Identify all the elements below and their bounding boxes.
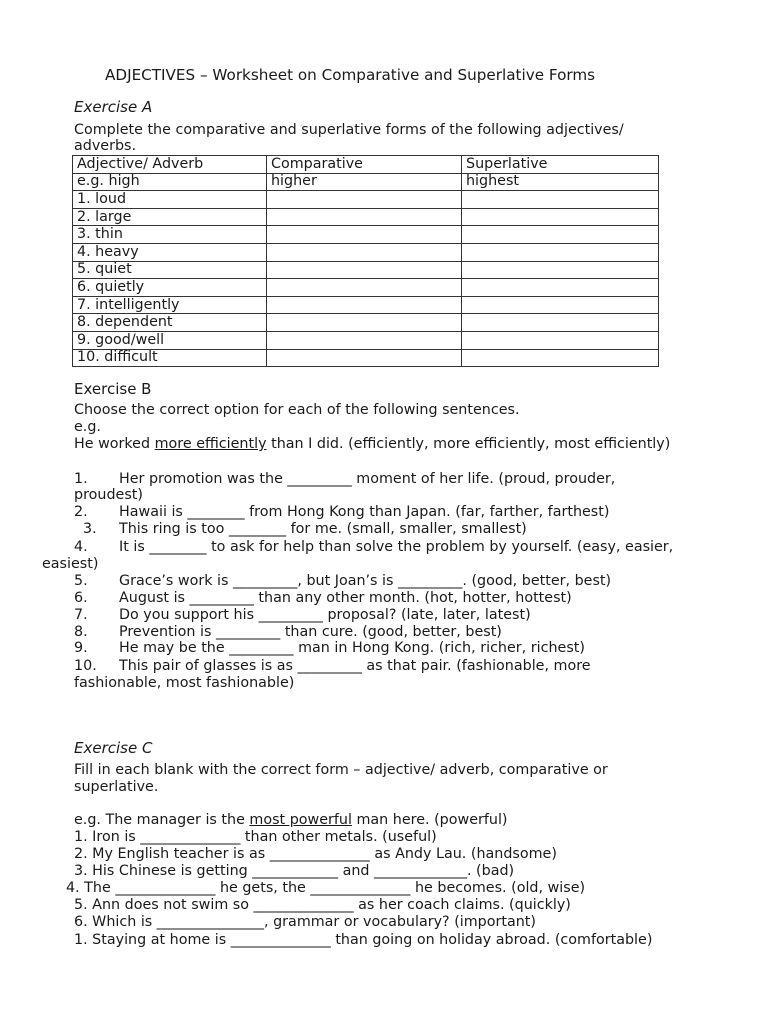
question-text: This ring is too ________ for me. (small, smaller, smallest): [119, 521, 527, 537]
question-number: 7.: [74, 607, 88, 623]
table-row: [73, 226, 659, 244]
exercise-a-heading: Exercise A: [74, 98, 153, 116]
answer-cell[interactable]: [267, 261, 462, 279]
answer-cell[interactable]: [267, 226, 462, 244]
question-number: 9.: [74, 640, 88, 656]
table-cell: 7. intelligently: [73, 296, 267, 314]
table-row: [73, 243, 659, 261]
exercise-b-heading: Exercise B: [74, 380, 152, 398]
question-item: 2. My English teacher is as ______________ as Andy Lau. (handsome): [74, 846, 557, 862]
table-cell: 10. difficult: [73, 349, 267, 367]
question-number: 6.: [74, 590, 88, 606]
table-cell: 4. heavy: [73, 243, 267, 261]
question-item: [74, 658, 591, 675]
question-item: [74, 471, 615, 488]
answer-cell[interactable]: [267, 208, 462, 226]
table-row: [73, 314, 659, 332]
table-row: [73, 208, 659, 226]
answer-cell[interactable]: [267, 296, 462, 314]
answer-cell[interactable]: [462, 191, 659, 209]
table-row: [73, 173, 659, 191]
answer-cell[interactable]: [462, 279, 659, 297]
example-text: man here. (powerful): [351, 812, 508, 828]
answer-cell[interactable]: [462, 331, 659, 349]
table-cell: 1. loud: [73, 191, 267, 209]
example-text: He worked: [74, 436, 155, 452]
table-header-row: [73, 156, 659, 174]
table-row: [73, 261, 659, 279]
question-item: [74, 607, 531, 624]
table-row: [73, 191, 659, 209]
table-cell: 2. large: [73, 208, 267, 226]
answer-cell[interactable]: [462, 314, 659, 332]
question-item: 5. Ann does not swim so ______________ as her coach claims. (quickly): [74, 897, 571, 913]
answer-cell[interactable]: [462, 226, 659, 244]
question-number: 2.: [74, 504, 88, 520]
table-row: [73, 349, 659, 367]
question-text: Hawaii is ________ from Hong Kong than Japan. (far, farther, farthest): [119, 504, 610, 520]
question-number: 8.: [74, 624, 88, 640]
table-cell: 9. good/well: [73, 331, 267, 349]
question-item: 1. Staying at home is ______________ than going on holiday abroad. (comfortable): [74, 932, 653, 948]
question-text: Grace’s work is _________, but Joan’s is _________. (good, better, best): [119, 573, 612, 589]
answer-cell[interactable]: [462, 349, 659, 367]
table-cell: e.g. high: [73, 173, 267, 191]
answer-cell[interactable]: [462, 261, 659, 279]
answer-cell[interactable]: [267, 243, 462, 261]
table-cell: 8. dependent: [73, 314, 267, 332]
column-header: Superlative: [462, 156, 659, 174]
exercise-a-instruction: Complete the comparative and superlative forms of the following adjectives/: [74, 122, 624, 138]
question-item: [74, 640, 585, 657]
question-number: 3.: [83, 521, 97, 537]
question-text: Her promotion was the _________ moment of her life. (proud, prouder,: [119, 471, 616, 487]
question-continuation: easiest): [42, 556, 99, 572]
page-title: ADJECTIVES – Worksheet on Comparative and Superlative Forms: [105, 66, 596, 84]
question-number: 4.: [74, 539, 88, 555]
question-item: [74, 539, 673, 556]
table-cell: higher: [267, 173, 462, 191]
answer-cell[interactable]: [267, 279, 462, 297]
table-row: [73, 331, 659, 349]
question-item: [74, 624, 502, 641]
answer-cell[interactable]: [267, 331, 462, 349]
answer-cell[interactable]: [462, 208, 659, 226]
exercise-c-heading: Exercise C: [74, 739, 153, 757]
answer-cell[interactable]: [462, 243, 659, 261]
answer-cell[interactable]: [462, 296, 659, 314]
exercise-c-instruction-cont: superlative.: [74, 779, 159, 795]
table-cell: 5. quiet: [73, 261, 267, 279]
question-number: 1.: [74, 471, 88, 487]
table-row: [73, 279, 659, 297]
question-item: [74, 573, 611, 590]
question-text: Do you support his _________ proposal? (late, later, latest): [119, 607, 531, 623]
exercise-b-example: [74, 436, 670, 453]
question-continuation: fashionable, most fashionable): [74, 675, 295, 691]
exercise-a-instruction-cont: adverbs.: [74, 138, 137, 154]
answer-cell[interactable]: [267, 314, 462, 332]
forms-table: [72, 155, 659, 367]
question-text: This pair of glasses is as _________ as that pair. (fashionable, more: [119, 658, 591, 674]
question-number: 10.: [74, 658, 97, 674]
question-text: Prevention is _________ than cure. (good, better, best): [119, 624, 502, 640]
example-text: e.g. The manager is the: [74, 812, 250, 828]
question-item: [83, 521, 527, 538]
table-cell: highest: [462, 173, 659, 191]
question-item: 6. Which is _______________, grammar or vocabulary? (important): [74, 914, 536, 930]
question-text: He may be the _________ man in Hong Kong. (rich, richer, richest): [119, 640, 585, 656]
question-item: [74, 504, 609, 521]
column-header: Adjective/ Adverb: [73, 156, 267, 174]
table-cell: 6. quietly: [73, 279, 267, 297]
question-text: It is ________ to ask for help than solve the problem by yourself. (easy, easier,: [119, 539, 674, 555]
example-answer: more efficiently: [154, 436, 267, 452]
question-continuation: proudest): [74, 487, 143, 503]
example-answer: most powerful: [249, 812, 352, 828]
exercise-b-instruction: Choose the correct option for each of the following sentences.: [74, 402, 520, 418]
answer-cell[interactable]: [267, 349, 462, 367]
question-number: 5.: [74, 573, 88, 589]
example-label: e.g.: [74, 419, 101, 435]
question-item: 3. His Chinese is getting ____________ and _____________. (bad): [74, 863, 515, 879]
exercise-c-instruction: Fill in each blank with the correct form – adjective/ adverb, comparative or: [74, 762, 608, 778]
answer-cell[interactable]: [267, 191, 462, 209]
table-cell: 3. thin: [73, 226, 267, 244]
question-item: [74, 590, 572, 607]
example-text: than I did. (efficiently, more efficiently, most efficiently): [266, 436, 671, 452]
column-header: Comparative: [267, 156, 462, 174]
exercise-c-example: [74, 812, 508, 829]
question-item: 4. The ______________ he gets, the ______________ he becomes. (old, wise): [66, 880, 586, 896]
table-row: [73, 296, 659, 314]
question-item: 1. Iron is ______________ than other metals. (useful): [74, 829, 437, 845]
question-text: August is _________ than any other month. (hot, hotter, hottest): [119, 590, 572, 606]
